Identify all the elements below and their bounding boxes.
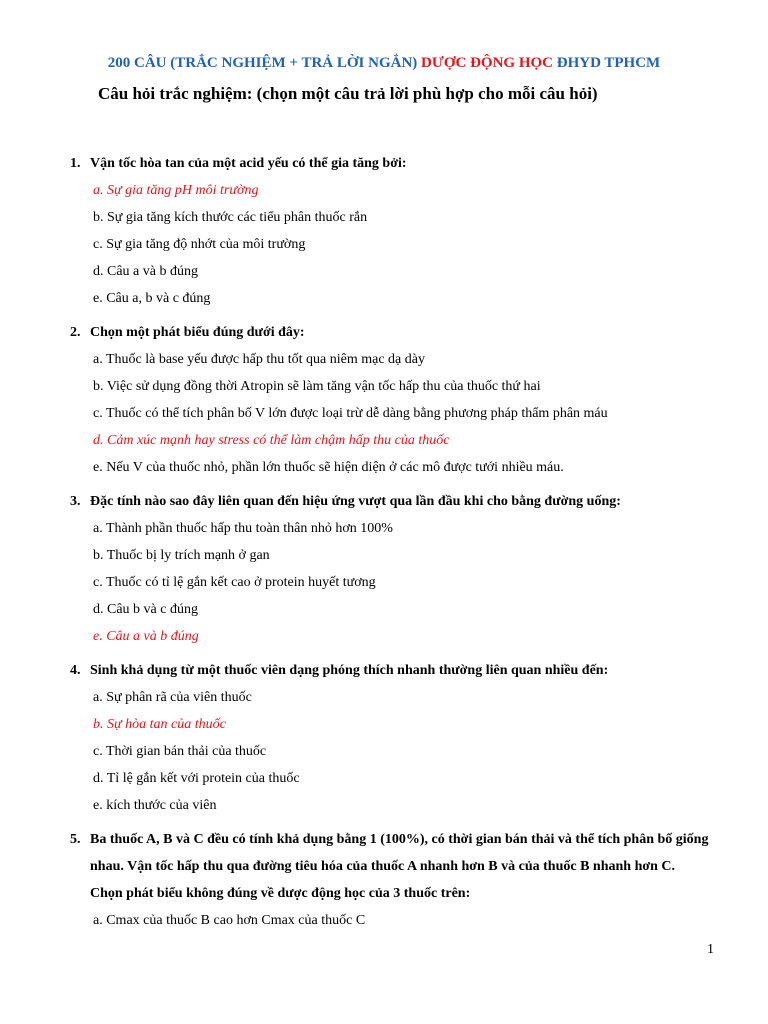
question-4 [70, 657, 710, 819]
answer-option-correct: d. Cảm xúc mạnh hay stress có thể làm chậm hấp thu của thuốc [93, 433, 450, 448]
question-stem [70, 488, 710, 515]
answer-option: b. Việc sử dụng đồng thời Atropin sẽ làm tăng vận tốc hấp thu của thuốc thứ hai [93, 379, 541, 394]
answer-option: c. Thời gian bán thải của thuốc [93, 744, 267, 759]
answer-option: a. Sự phân rã của viên thuốc [93, 690, 252, 705]
answer-option: b. Thuốc bị ly trích mạnh ở gan [93, 548, 270, 563]
answer-option: c. Sự gia tăng độ nhớt của môi trường [93, 237, 306, 252]
answer-options [70, 515, 710, 650]
answer-options [70, 684, 710, 819]
question-text: Chọn một phát biểu đúng dưới đây: [90, 325, 305, 340]
answer-option: a. Cmax của thuốc B cao hơn Cmax của thuốc C [93, 913, 366, 928]
question-text: Ba thuốc A, B và C đều có tính khả dụng bằng 1 (100%), có thời gian bán thải và thể tích phân bố giống nhau. Vận tốc hấp thu qua đường tiêu hóa của thuốc A nhanh hơn B và của thuốc B nhanh hơn C. Chọn phát biểu không đúng về dược động học của 3 thuốc trên: [90, 832, 709, 901]
answer-option-correct: b. Sự hòa tan của thuốc [93, 717, 226, 732]
document-subtitle: Câu hỏi trắc nghiệm: (chọn một câu trả lời phù hợp cho mỗi câu hỏi) [98, 84, 598, 103]
question-2 [70, 319, 710, 481]
answer-option: d. Câu a và b đúng [93, 264, 198, 279]
answer-option: e. kích thước của viên [93, 798, 217, 813]
question-stem [70, 826, 710, 907]
answer-option: e. Câu a, b và c đúng [93, 291, 211, 306]
answer-option: a. Thuốc là base yếu được hấp thu tốt qua niêm mạc dạ dày [93, 352, 425, 367]
answer-options [70, 907, 710, 934]
question-text: Vận tốc hòa tan của một acid yếu có thể gia tăng bởi: [90, 156, 407, 171]
question-5 [70, 826, 710, 934]
answer-option: e. Nếu V của thuốc nhỏ, phần lớn thuốc sẽ hiện diện ở các mô được tưới nhiều máu. [93, 460, 564, 475]
answer-option: c. Thuốc có tỉ lệ gắn kết cao ở protein huyết tương [93, 575, 376, 590]
answer-option-correct: e. Câu a và b đúng [93, 629, 199, 644]
answer-options [70, 177, 710, 312]
page-number: 1 [707, 942, 714, 957]
question-list [70, 150, 710, 941]
answer-options [70, 346, 710, 481]
question-number: 5. [70, 832, 81, 847]
answer-option: c. Thuốc có thể tích phân bố V lớn được loại trừ dễ dàng bằng phương pháp thẩm phân máu [93, 406, 608, 421]
answer-option: d. Tỉ lệ gắn kết với protein của thuốc [93, 771, 300, 786]
question-stem [70, 657, 710, 684]
title-part-2: DƯỢC ĐỘNG HỌC [421, 55, 553, 71]
title-part-1: 200 CÂU (TRẮC NGHIỆM + TRẢ LỜI NGẮN) [107, 55, 422, 71]
question-number: 2. [70, 325, 81, 340]
answer-option: a. Thành phần thuốc hấp thu toàn thân nhỏ hơn 100% [93, 521, 393, 536]
question-number: 4. [70, 663, 81, 678]
question-number: 1. [70, 156, 81, 171]
question-3 [70, 488, 710, 650]
title-part-3: ĐHYD TPHCM [553, 55, 661, 71]
question-stem [70, 150, 710, 177]
question-1 [70, 150, 710, 312]
question-number: 3. [70, 494, 81, 509]
answer-option-correct: a. Sự gia tăng pH môi trường [93, 183, 259, 198]
question-stem [70, 319, 710, 346]
answer-option: b. Sự gia tăng kích thước các tiểu phân thuốc rắn [93, 210, 368, 225]
question-text: Sinh khả dụng từ một thuốc viên dạng phóng thích nhanh thường liên quan nhiều đến: [90, 663, 609, 678]
answer-option: d. Câu b và c đúng [93, 602, 198, 617]
document-title [0, 55, 768, 72]
question-text: Đặc tính nào sao đây liên quan đến hiệu ứng vượt qua lần đầu khi cho bằng đường uống: [90, 494, 621, 509]
